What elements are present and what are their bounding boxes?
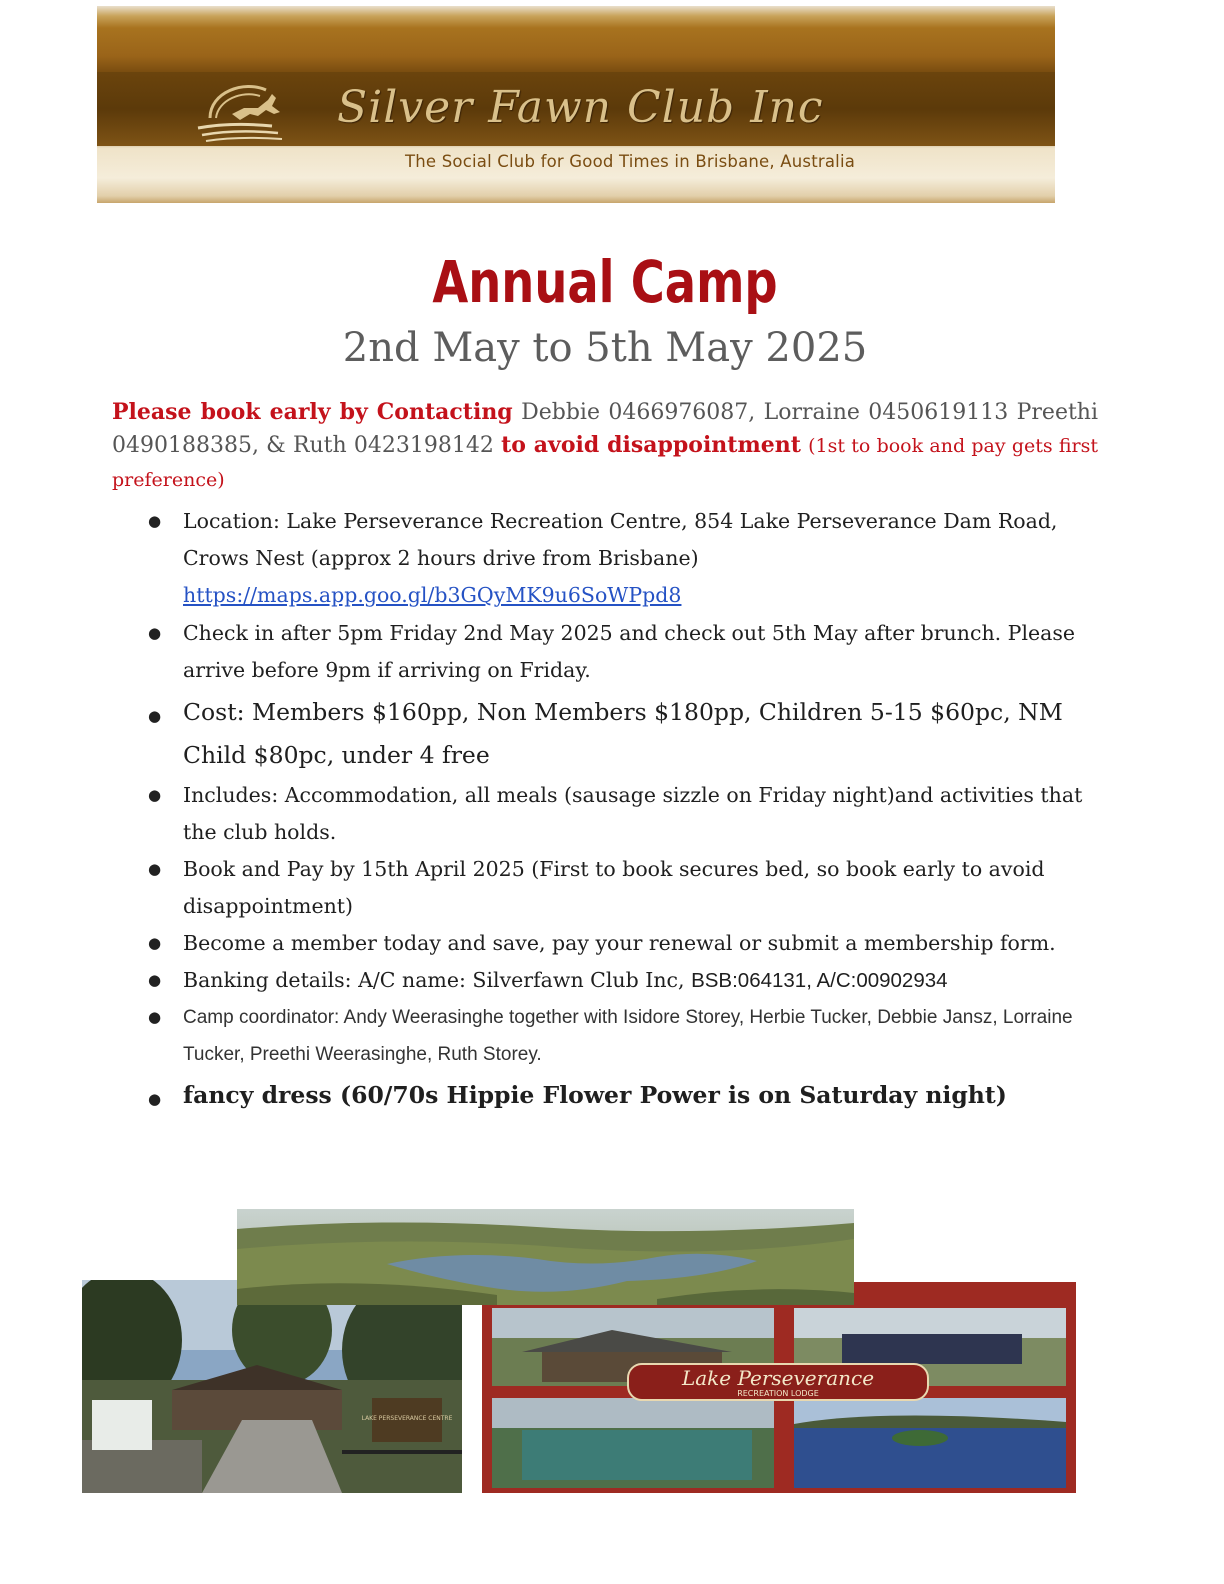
detail-banking bbox=[183, 962, 1103, 999]
postcard-subtitle: RECREATION LODGE bbox=[737, 1389, 819, 1398]
detail-book-by: ● Book and Pay by 15th April 2025 (First to book secures bed, so book early to avoid disappointment) bbox=[183, 851, 1103, 925]
club-banner bbox=[97, 6, 1055, 203]
booking-lead: Please book early by Contacting bbox=[112, 399, 513, 425]
detail-cost: ● Cost: Members $160pp, Non Members $180pp, Children 5-15 $60pc, NM Child $80pc, under 4 free bbox=[183, 691, 1103, 777]
detail-fancy-dress: ● fancy dress (60/70s Hippie Flower Power is on Saturday night) bbox=[183, 1074, 1103, 1117]
entrance-sign-text: LAKE PERSEVERANCE CENTRE bbox=[361, 1415, 453, 1422]
booking-notice bbox=[112, 396, 1098, 497]
club-name: Silver Fawn Club Inc bbox=[337, 82, 824, 133]
lake-panorama-photo bbox=[237, 1209, 854, 1305]
camp-details-list bbox=[183, 503, 1103, 1117]
detail-location bbox=[183, 503, 1103, 614]
detail-checkin: ● Check in after 5pm Friday 2nd May 2025 and check out 5th May after brunch. Please arrive before 9pm if arriving on Friday. bbox=[183, 615, 1103, 689]
postcard-title: Lake Perseverance bbox=[681, 1366, 875, 1390]
fawn-logo-icon bbox=[192, 78, 302, 144]
maps-link[interactable]: https://maps.app.goo.gl/b3GQyMK9u6SoWPpd8 bbox=[183, 583, 682, 607]
booking-note: (1st to book and pay gets first preference) bbox=[112, 435, 1099, 491]
club-tagline: The Social Club for Good Times in Brisbane, Australia bbox=[405, 152, 856, 171]
detail-membership: ● Become a member today and save, pay your renewal or submit a membership form. bbox=[183, 925, 1103, 962]
lodge-postcard bbox=[482, 1282, 1076, 1493]
banking-numbers: BSB:064131, A/C:00902934 bbox=[691, 969, 948, 992]
page-title: Annual Camp bbox=[432, 248, 778, 316]
booking-contacts: Debbie 0466976087, Lorraine 0450619113 Preethi 0490188385, & Ruth 0423198142 bbox=[112, 400, 1099, 458]
location-text: Location: Lake Perseverance Recreation Centre, 854 Lake Perseverance Dam Road, Crows Nest (approx 2 hours drive from Brisbane) bbox=[183, 509, 1058, 570]
banking-label: Banking details: A/C name: Silverfawn Club Inc, bbox=[183, 968, 685, 992]
event-dates: 2nd May to 5th May 2025 bbox=[342, 325, 868, 371]
entrance-photo bbox=[82, 1280, 462, 1493]
booking-warning: to avoid disappointment bbox=[501, 432, 801, 458]
detail-coordinator: ● Camp coordinator: Andy Weerasinghe together with Isidore Storey, Herbie Tucker, Debbie Jansz, Lorraine Tucker, Preethi Weerasinghe, Ruth Storey. bbox=[183, 999, 1103, 1073]
detail-includes: ● Includes: Accommodation, all meals (sausage sizzle on Friday night)and activities that the club holds. bbox=[183, 777, 1103, 851]
